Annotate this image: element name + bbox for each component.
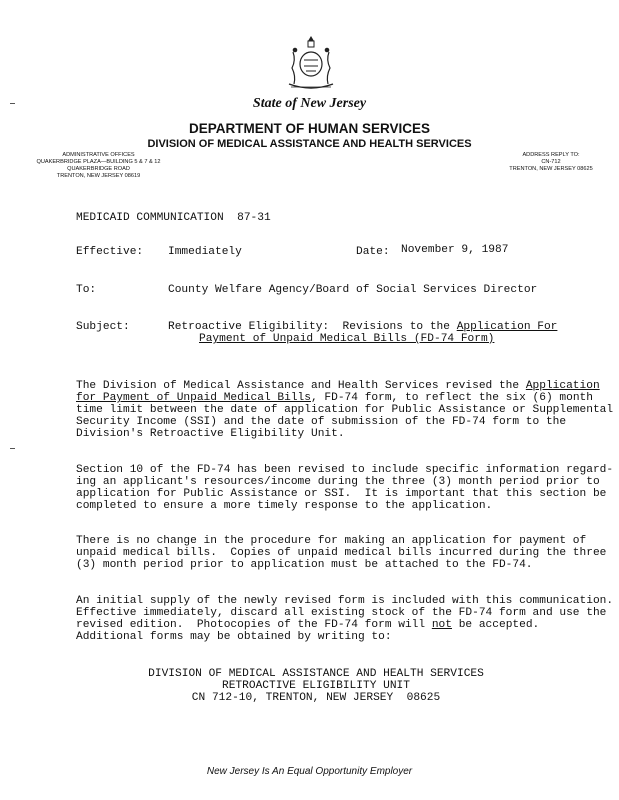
state-seal-icon [285, 30, 337, 92]
department-name: DEPARTMENT OF HUMAN SERVICES [188, 121, 431, 136]
paragraph-line: application for Public Assistance or SSI. It is important that this section be [76, 488, 607, 500]
subject-form-title: Application For [456, 321, 558, 333]
equal-opportunity-footer: New Jersey Is An Equal Opportunity Employer [206, 766, 413, 777]
subject-label: Subject: [76, 321, 130, 333]
paragraph-line: ing an applicant's resources/income during the three (3) month period prior to [76, 476, 600, 488]
address-line: ADMINISTRATIVE OFFICES [62, 152, 135, 158]
mailing-address [140, 668, 492, 704]
subject-line-2: Payment of Unpaid Medical Bills (FD-74 Form) [199, 333, 495, 345]
paragraph-line [76, 619, 613, 631]
date-label: Date: [356, 246, 390, 258]
paragraph-line [76, 380, 613, 392]
paragraph-3 [76, 535, 606, 571]
paragraph-line: Section 10 of the FD-74 has been revised to include specific information regard- [76, 464, 614, 476]
mailing-address-line: RETROACTIVE ELIGIBILITY UNIT [222, 680, 410, 692]
mailing-address-line: DIVISION OF MEDICAL ASSISTANCE AND HEALTH SERVICES [148, 668, 484, 680]
address-line: TRENTON, NEW JERSEY 08619 [56, 173, 141, 179]
text-run: revised edition. Photocopies of the FD-74 form will [76, 619, 432, 631]
scan-mark [10, 448, 15, 449]
paragraph-line: There is no change in the procedure for making an application for payment of [76, 535, 587, 547]
paragraph-line: Security Income (SSI) and the date of submission of the FD-74 form to the [76, 416, 567, 428]
address-line: ADDRESS REPLY TO: [522, 152, 580, 158]
text-run: The Division of Medical Assistance and Health Services revised the [76, 380, 526, 392]
effective-label: Effective: [76, 246, 144, 258]
paragraph-line: Additional forms may be obtained by writing to: [76, 631, 392, 643]
paragraph-line: (3) month period prior to application must be attached to the FD-74. [76, 559, 533, 571]
state-name: State of New Jersey [252, 96, 367, 111]
subject-text: Retroactive Eligibility: Revisions to the [168, 321, 457, 333]
reply-address [496, 152, 606, 173]
form-title-text: Application [525, 380, 600, 392]
to-value: County Welfare Agency/Board of Social Services Director [168, 284, 538, 296]
paragraph-2 [76, 464, 613, 512]
mailing-address-line: CN 712-10, TRENTON, NEW JERSEY 08625 [191, 692, 441, 704]
paragraph-1 [76, 380, 613, 440]
communication-number: MEDICAID COMMUNICATION 87-31 [76, 212, 271, 224]
administrative-address [36, 152, 161, 180]
form-title-text: for Payment of Unpaid Medical Bills [76, 392, 311, 404]
effective-value: Immediately [168, 246, 242, 258]
text-run: , FD-74 form, to reflect the six (6) month [310, 392, 593, 404]
paragraph-line: Division's Retroactive Eligibility Unit. [76, 428, 345, 440]
paragraph-line: unpaid medical bills. Copies of unpaid medical bills incurred during the three [76, 547, 607, 559]
text-run: be accepted. [451, 619, 540, 631]
paragraph-line: Effective immediately, discard all existing stock of the FD-74 form and use the [76, 607, 607, 619]
address-line: QUAKERBRIDGE PLAZA—BUILDING 5 & 7 & 12 [36, 159, 161, 165]
date-value: November 9, 1987 [401, 244, 509, 256]
paragraph-4 [76, 595, 613, 643]
address-line: CN-712 [541, 159, 561, 165]
emphasis-not: not [431, 619, 452, 631]
subject-line-1 [168, 321, 557, 333]
address-line: TRENTON, NEW JERSEY 08625 [509, 166, 593, 172]
to-label: To: [76, 284, 97, 296]
address-line: QUAKERBRIDGE ROAD [67, 166, 130, 172]
paragraph-line: time limit between the date of application for Public Assistance or Supplemental [76, 404, 614, 416]
paragraph-line: An initial supply of the newly revised form is included with this communication. [76, 595, 614, 607]
paragraph-line [76, 392, 613, 404]
paragraph-line: completed to ensure a more timely response to the application. [76, 500, 493, 512]
division-name: DIVISION OF MEDICAL ASSISTANCE AND HEALTH SERVICES [147, 138, 472, 150]
